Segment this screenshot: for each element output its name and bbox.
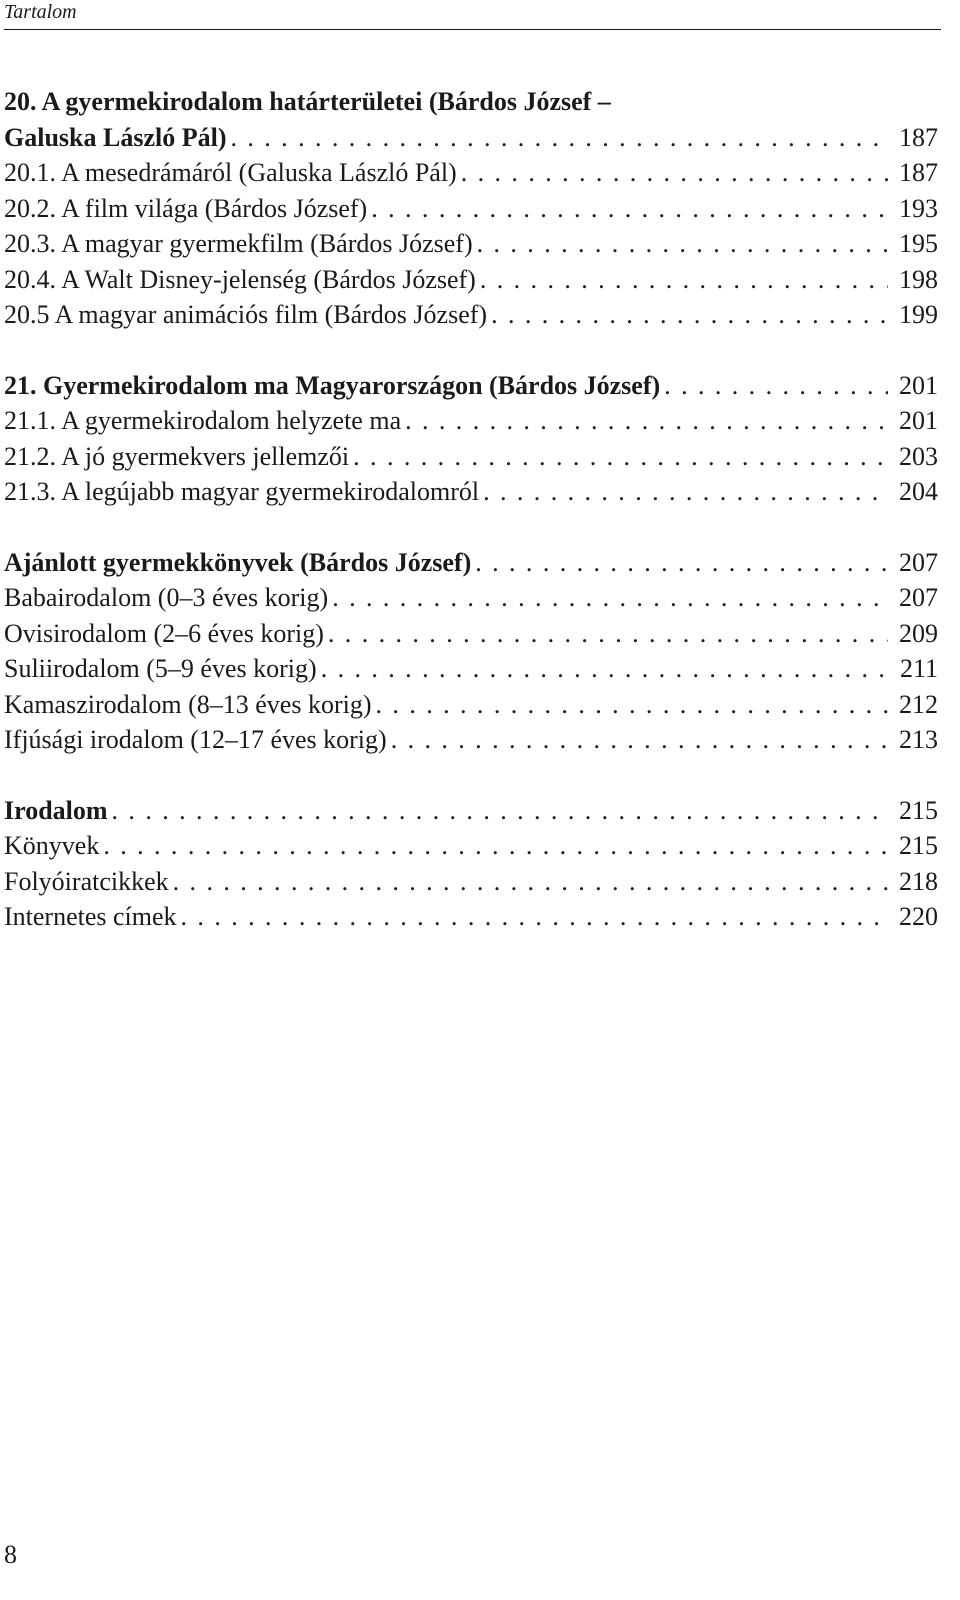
toc-entry-title: Internetes címek <box>4 902 177 931</box>
dot-leader <box>328 616 888 652</box>
dot-leader <box>321 651 888 687</box>
toc-entry-page: 198 <box>899 264 938 294</box>
dot-leader <box>173 864 888 900</box>
toc-entry[interactable] <box>4 155 938 191</box>
toc-entry[interactable] <box>4 403 938 439</box>
toc-entry[interactable] <box>4 368 938 404</box>
toc-entry[interactable] <box>4 828 938 864</box>
header-rule <box>4 29 941 30</box>
dot-leader <box>480 262 888 298</box>
toc-entry-page: 187 <box>899 158 938 187</box>
dot-leader <box>103 828 888 864</box>
toc-entry-page: 187 <box>899 122 938 152</box>
running-head: Tartalom <box>4 1 77 23</box>
toc-entry-title: 21. Gyermekirodalom ma Magyarországon (Bárdos József) <box>4 370 661 400</box>
toc-heading-20: 20. A gyermekirodalom határterületei (Bárdos József – <box>4 87 611 116</box>
toc-entry-page: 218 <box>899 866 938 896</box>
toc-entry-title: Kamaszirodalom (8–13 éves korig) <box>4 689 372 719</box>
toc-entry-page: 207 <box>899 547 938 577</box>
toc-entry-page: 201 <box>899 406 938 435</box>
toc-entry-title: Ifjúsági irodalom (12–17 éves korig) <box>4 725 387 754</box>
toc-section-bibliography <box>4 793 938 935</box>
toc-entry-title: Könyvek <box>4 831 100 860</box>
dot-leader <box>475 545 888 581</box>
toc-entry-page: 220 <box>899 902 938 931</box>
toc-entry[interactable] <box>4 545 938 581</box>
toc-entry-page: 215 <box>899 795 938 825</box>
dot-leader <box>391 722 888 758</box>
dot-leader <box>353 439 888 475</box>
page-number: 8 <box>4 1540 17 1569</box>
toc-entry-title: 21.1. A gyermekirodalom helyzete ma <box>4 406 402 435</box>
toc-entry-title: 20.5 A magyar animációs film (Bárdos József) <box>4 300 488 329</box>
dot-leader <box>461 155 888 191</box>
toc-entry-title: Irodalom <box>4 795 108 825</box>
toc-entry-page: 199 <box>899 300 938 329</box>
toc-entry-title: 20.3. A magyar gyermekfilm (Bárdos József) <box>4 229 473 258</box>
dot-leader <box>405 403 888 439</box>
toc-section-20 <box>4 84 938 333</box>
toc-entry[interactable] <box>4 226 938 262</box>
dot-leader <box>181 899 888 935</box>
toc-entry-page: 204 <box>899 477 938 506</box>
dot-leader <box>112 793 888 829</box>
toc-entry-title: Suliirodalom (5–9 éves korig) <box>4 654 317 683</box>
dot-leader <box>491 297 888 333</box>
toc-entry-page: 213 <box>899 725 938 754</box>
toc-entry[interactable] <box>4 864 938 900</box>
toc-entry[interactable] <box>4 580 938 616</box>
toc-entry[interactable] <box>4 793 938 829</box>
toc-entry[interactable] <box>4 899 938 935</box>
toc-entry-title: Ajánlott gyermekkönyvek (Bárdos József) <box>4 547 472 577</box>
toc-entry-page: 211 <box>899 654 938 683</box>
toc-entry-page: 195 <box>899 229 938 258</box>
toc-entry-title: Galuska László Pál) <box>4 122 227 152</box>
toc-entry-title: Babairodalom (0–3 éves korig) <box>4 583 329 612</box>
toc-entry-title: 21.2. A jó gyermekvers jellemzői <box>4 441 350 471</box>
dot-leader <box>230 120 888 156</box>
toc-entry[interactable] <box>4 651 938 687</box>
toc-entry-page: 207 <box>899 583 938 612</box>
toc-entry[interactable] <box>4 262 938 298</box>
toc-entry-page: 212 <box>899 689 938 719</box>
toc-entry-title: Ovisirodalom (2–6 éves korig) <box>4 618 324 648</box>
toc-entry-page: 215 <box>899 831 938 860</box>
toc-entry[interactable] <box>4 616 938 652</box>
toc-section-21 <box>4 368 938 510</box>
toc-entry-title: 20.1. A mesedrámáról (Galuska László Pál) <box>4 158 457 187</box>
toc-entry[interactable] <box>4 439 938 475</box>
toc-entry[interactable] <box>4 120 938 156</box>
dot-leader <box>371 191 888 227</box>
toc-entry-page: 209 <box>899 618 938 648</box>
toc-entry[interactable] <box>4 474 938 510</box>
toc-entry-title: 21.3. A legújabb magyar gyermekirodalomról <box>4 477 480 506</box>
dot-leader <box>483 474 888 510</box>
dot-leader <box>376 687 888 723</box>
toc-entry-title: Folyóiratcikkek <box>4 866 169 896</box>
table-of-contents <box>4 84 938 935</box>
toc-entry-page: 201 <box>899 370 938 400</box>
toc-entry-title: 20.2. A film világa (Bárdos József) <box>4 193 368 223</box>
toc-entry[interactable] <box>4 687 938 723</box>
toc-entry-page: 203 <box>899 441 938 471</box>
toc-entry[interactable] <box>4 297 938 333</box>
toc-entry[interactable] <box>4 722 938 758</box>
dot-leader <box>332 580 888 616</box>
toc-entry-title: 20.4. A Walt Disney-jelenség (Bárdos József) <box>4 264 476 294</box>
toc-entry[interactable] <box>4 191 938 227</box>
dot-leader <box>477 226 888 262</box>
toc-section-recommended-books <box>4 545 938 758</box>
toc-entry-page: 193 <box>899 193 938 223</box>
dot-leader <box>664 368 888 404</box>
